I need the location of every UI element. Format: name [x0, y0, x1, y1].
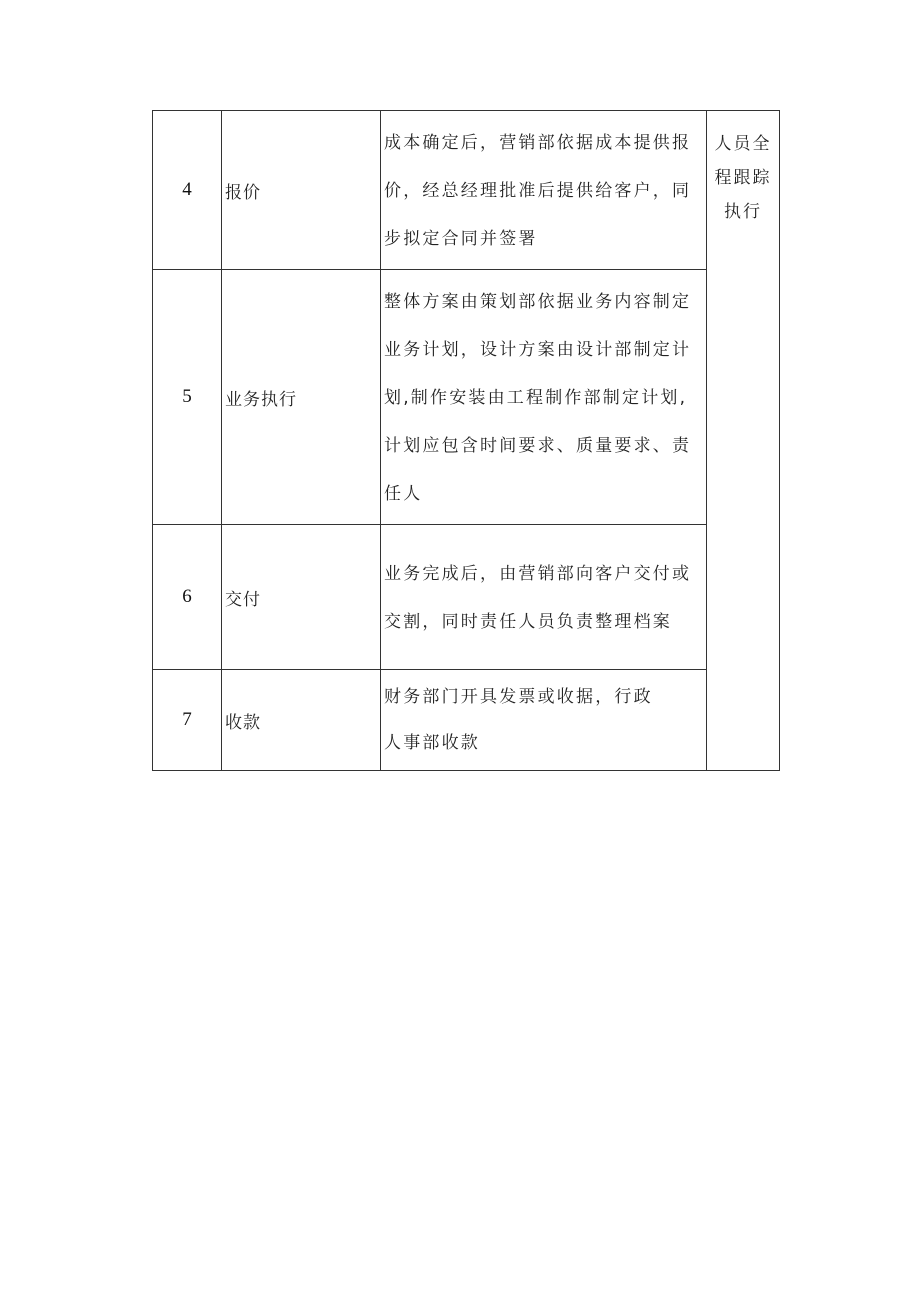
step-description: 业务完成后，由营销部向客户交付或交割，同时责任人员负责整理档案 [381, 525, 707, 670]
process-table [152, 110, 780, 771]
step-description [381, 670, 707, 771]
table-row [153, 670, 780, 771]
responsible-line: 人员全 [714, 134, 772, 154]
responsible-line: 执行 [724, 202, 762, 222]
step-description: 整体方案由策划部依据业务内容制定业务计划，设计方案由设计部制定计划,制作安装由工程制作部制定计划,计划应包含时间要求、质量要求、责任人 [381, 270, 707, 525]
step-name: 收款 [222, 670, 381, 771]
step-number: 6 [153, 525, 222, 670]
step-name: 报价 [222, 111, 381, 270]
table-row [153, 270, 780, 525]
step-number: 5 [153, 270, 222, 525]
table-row [153, 111, 780, 270]
responsible-line: 程跟踪 [714, 168, 772, 188]
step-description: 成本确定后，营销部依据成本提供报价，经总经理批准后提供给客户，同步拟定合同并签署 [381, 111, 707, 270]
step-number: 4 [153, 111, 222, 270]
table-row [153, 525, 780, 670]
step-description-line: 人事部收款 [384, 733, 480, 753]
step-name: 业务执行 [222, 270, 381, 525]
step-number: 7 [153, 670, 222, 771]
step-description-line: 财务部门开具发票或收据，行政 [384, 687, 653, 707]
step-name: 交付 [222, 525, 381, 670]
responsible-cell [707, 111, 780, 771]
